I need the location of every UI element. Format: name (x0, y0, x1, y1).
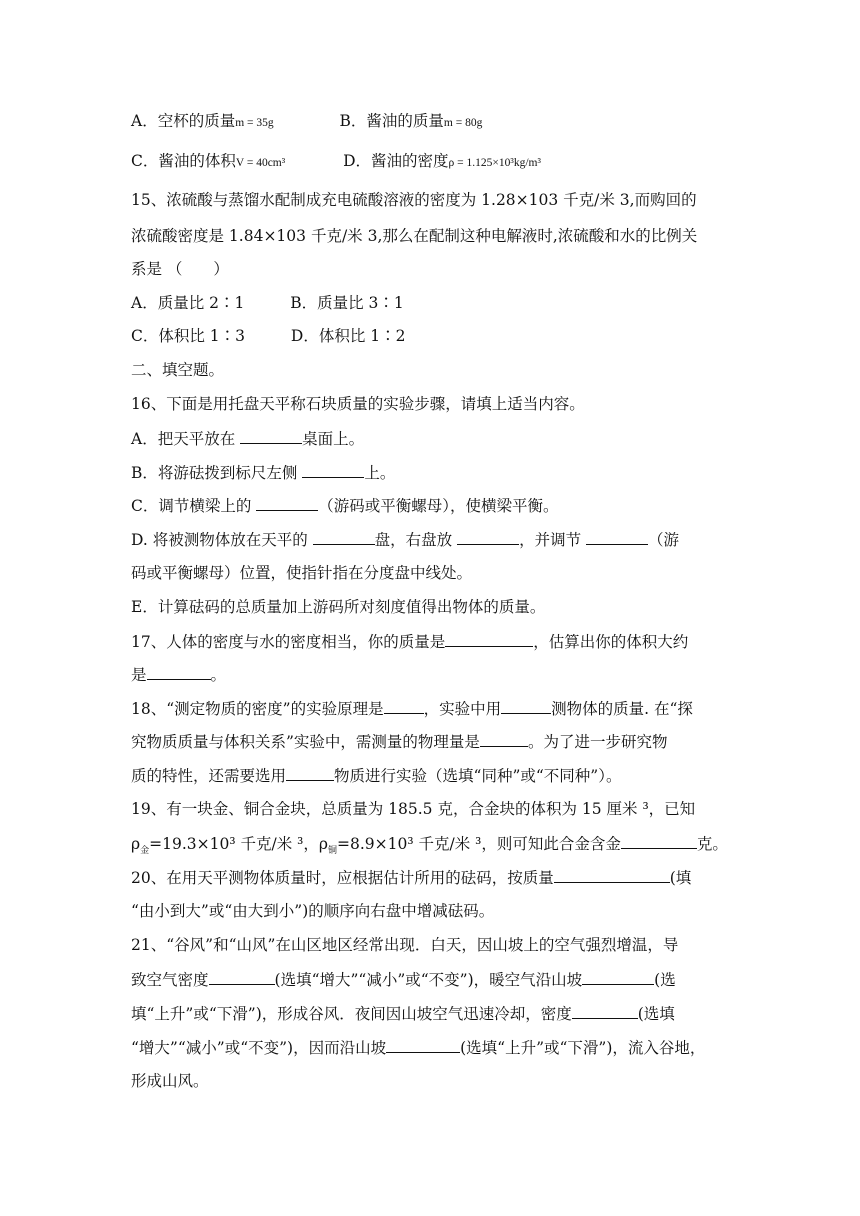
q18-text-7: 物质进行实验（选填“同种”或“不同种”）。 (334, 767, 622, 785)
q21-text-3: (选 (654, 971, 676, 989)
q14-option-d-label: D．酱油的密度 (343, 152, 449, 170)
answer-blank[interactable] (313, 529, 375, 545)
q20-text: 20、在用天平测物体质量时，应根据估计所用的砝码，按质量 (131, 869, 554, 887)
q16-step-b-text: B．将游砝拨到标尺左侧 (131, 464, 303, 482)
q14-option-b-label: B．酱油的质量 (339, 112, 444, 130)
q17-text-3: 是 (131, 666, 147, 684)
answer-blank[interactable] (286, 765, 334, 781)
q19-text-2: =8.9×10³ 千克/米 ³，则可知此合金含金 (336, 835, 621, 853)
q14-option-a-label: A．空杯的质量 (131, 112, 236, 130)
q19-rho-symbol: ρ (131, 835, 141, 853)
answer-blank[interactable] (586, 529, 648, 545)
q21-text: 致空气密度 (131, 971, 209, 989)
answer-blank[interactable] (501, 698, 551, 714)
q18-text-6: 质的特性，还需要选用 (131, 767, 287, 785)
q18-text-4: 究物质质量与体积关系”实验中，需测量的物理量是 (131, 733, 480, 751)
answer-blank[interactable] (209, 969, 275, 985)
answer-blank[interactable] (457, 529, 519, 545)
q21-text-5: (选填 (637, 1005, 675, 1023)
q15-option-a: A．质量比 2∶1 (131, 294, 245, 312)
q20-line-2: “由小到大”或“由大到小”)的顺序向右盘中增减砝码。 (131, 902, 495, 920)
answer-blank[interactable] (147, 664, 211, 680)
q21-line-2 (131, 969, 676, 990)
answer-blank[interactable] (480, 731, 528, 747)
q16-step-d-line-2: 码或平衡螺母）位置，使指针指在分度盘中线处。 (131, 564, 473, 582)
q16-step-a-text: A．把天平放在 (131, 430, 241, 448)
q14-option-a-math: m = 35g (235, 117, 274, 129)
q16-step-d-text-3: ，并调节 (519, 531, 587, 549)
answer-blank[interactable] (445, 631, 533, 647)
q16-step-d-text-2: 盘，右盘放 (374, 531, 458, 549)
q19-line-1: 19、有一块金、铜合金块，总质量为 185.5 克，合金块的体积为 15 厘米 ³，已知 (131, 800, 696, 818)
q15-line-2: 浓硫酸密度是 1.84×103 千克/米 3,那么在配制这种电解液时,浓硫酸和水的比例关 (131, 227, 698, 245)
q21-text-7: (选填“上升”或“下滑”)，流入谷地， (460, 1039, 706, 1057)
q18-line-1 (131, 698, 693, 719)
answer-blank[interactable] (256, 495, 318, 511)
q16-step-d-text-end: （游 (648, 531, 680, 549)
q21-line-1: 21、“谷风”和“山风”在山区地区经常出现．白天，因山坡上的空气强烈增温，导 (131, 936, 679, 954)
q16-step-d-text: D. 将被测物体放在天平的 (131, 531, 313, 549)
q15-options-ab (131, 293, 404, 313)
answer-blank[interactable] (386, 1037, 460, 1053)
q16-step-b-text-end: 上。 (364, 464, 396, 482)
q14-option-d-math: ρ = 1.125×10³kg/m³ (448, 157, 541, 169)
q14-option-c-label: C．酱油的体积 (131, 152, 236, 170)
q16-step-c-text-end: （游码或平衡螺母），使横梁平衡。 (318, 497, 559, 515)
q17-line-2 (131, 664, 226, 685)
q16-step-a-text-end: 桌面上。 (302, 430, 365, 448)
q14-options-ab (131, 111, 482, 133)
q19-subscript-gold: 金 (140, 846, 150, 857)
q21-line-3 (131, 1003, 675, 1024)
q16-step-d (131, 529, 679, 550)
q16-step-c-text: C．调节横梁上的 (131, 497, 257, 515)
q18-text: 18、“测定物质的密度”的实验原理是 (131, 700, 384, 718)
q19-subscript-copper: 铜 (327, 846, 337, 857)
q14-option-c-math: V = 40cm³ (235, 157, 286, 169)
q14-option-b-math: m = 80g (443, 117, 483, 129)
answer-blank[interactable] (384, 698, 424, 714)
q16-step-c (131, 495, 559, 516)
section-heading: 二、填空题。 (131, 361, 225, 379)
answer-blank[interactable] (554, 867, 670, 883)
q19-line-2 (131, 833, 728, 857)
q17-text: 17、人体的密度与水的密度相当，你的质量是 (131, 633, 446, 651)
q14-options-cd (131, 151, 541, 173)
q17-text-2: ，估算出你的体积大约 (533, 633, 689, 651)
q15-option-b: B．质量比 3∶1 (290, 294, 404, 312)
q21-text-6: “增大”“减小”或“不变”)，因而沿山坡 (131, 1039, 387, 1057)
q16-step-b (131, 462, 395, 483)
q18-text-3: 测物体的质量. 在“探 (551, 700, 693, 718)
q21-line-5: 形成山风。 (131, 1072, 209, 1090)
q15-line-3: 系是 （ ） (131, 260, 229, 278)
q15-option-c: C．体积比 1∶3 (131, 327, 246, 345)
answer-blank[interactable] (572, 1003, 638, 1019)
answer-blank[interactable] (302, 462, 364, 478)
q16-stem: 16、下面是用托盘天平称石块质量的实验步骤，请填上适当内容。 (131, 395, 585, 413)
answer-blank[interactable] (240, 428, 302, 444)
q18-text-5: 。为了进一步研究物 (527, 733, 668, 751)
q19-text-end: 克。 (696, 835, 728, 853)
q21-text-2: (选填“增大”“减小”或“不变”)，暖空气沿山坡 (274, 971, 583, 989)
q16-step-e: E．计算砝码的总质量加上游码所对刻度值得出物体的质量。 (131, 598, 546, 616)
q15-options-cd (131, 326, 405, 346)
q20-text-end: (填 (669, 869, 692, 887)
q17-text-end: 。 (210, 666, 227, 684)
q21-text-4: 填“上升”或“下滑”)，形成谷风．夜间因山坡空气迅速冷却，密度 (131, 1005, 572, 1023)
answer-blank[interactable] (582, 969, 654, 985)
q18-text-2: ，实验中用 (423, 700, 502, 718)
q17-line-1 (131, 631, 688, 652)
q21-line-4 (131, 1037, 705, 1058)
q15-line-1: 15、浓硫酸与蒸馏水配制成充电硫酸溶液的密度为 1.28×103 千克/米 3,而购回的 (131, 191, 697, 209)
q20-line-1 (131, 867, 691, 888)
answer-blank[interactable] (621, 833, 697, 849)
q16-step-a (131, 428, 364, 449)
q19-text: =19.3×10³ 千克/米 ³，ρ (149, 835, 328, 853)
q15-option-d: D．体积比 1∶2 (290, 327, 406, 345)
q18-line-2 (131, 731, 667, 752)
q18-line-3 (131, 765, 621, 786)
